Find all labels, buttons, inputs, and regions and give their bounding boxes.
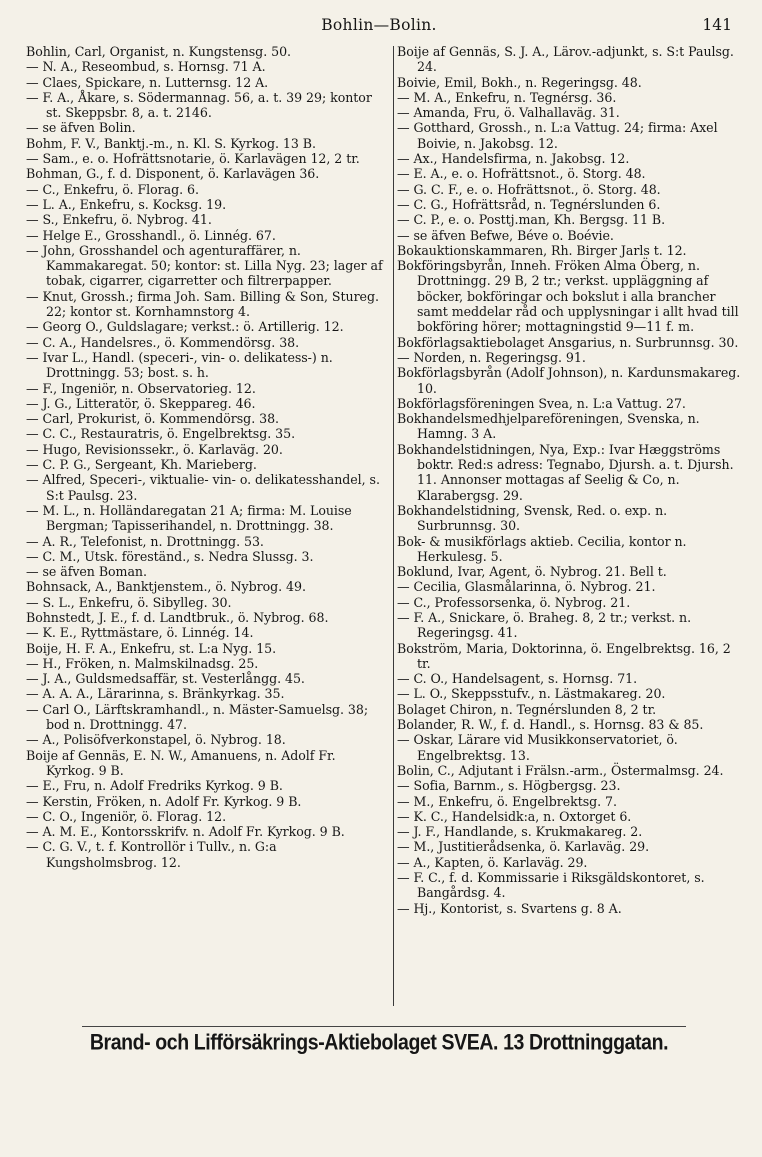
directory-entry: — Norden, n. Regeringsg. 91. (397, 349, 586, 365)
footer-rule (82, 1026, 686, 1027)
footer-advertisement: Brand- och Lifförsäkrings-Aktiebolaget SVEA. 13 Drottninggatan. (89, 1030, 669, 1056)
directory-entry: — Carl O., Lärftskramhandl., n. Mäster-Samuelsg. 38; bod n. Drottningg. 47. (26, 701, 369, 733)
directory-entry: — C., Enkefru, ö. Florag. 6. (26, 181, 199, 197)
directory-entry: Bokföringsbyrån, Inneh. Fröken Alma Öberg, n. Drottningg. 29 B, 2 tr.; verkst. uppläggning af böcker, bokföringar och bokslut i alla brancher samt meddelar råd och upplysningar i allt hvad till bokföring hörer; mottagningstid 9—11 f. m. (397, 258, 739, 335)
directory-entry: — A. R., Telefonist, n. Drottningg. 53. (26, 533, 264, 549)
directory-entry: — F., Ingeniör, n. Observatorieg. 12. (26, 380, 256, 396)
directory-entry: Bokauktionskammaren, Rh. Birger Jarls t. 12. (397, 242, 687, 258)
left-column (26, 44, 388, 1009)
directory-entry: — Cecilia, Glasmålarinna, ö. Nybrog. 21. (397, 579, 656, 595)
directory-entry: — L. A., Enkefru, s. Kocksg. 19. (26, 196, 227, 212)
directory-entry: — M., Enkefru, ö. Engelbrektsg. 7. (397, 793, 617, 809)
directory-entry: — Gotthard, Grossh., n. L:a Vattug. 24; firma: Axel Boivie, n. Jakobsg. 12. (397, 120, 718, 151)
directory-entry: — Knut, Grossh.; firma Joh. Sam. Billing & Son, Stureg. 22; kontor st. Kornhamnstorg 4. (26, 288, 379, 320)
directory-entry: — S., Enkefru, ö. Nybrog. 41. (26, 212, 212, 228)
directory-entry: — J. A., Guldsmedsaffär, st. Vesterlångg. 45. (26, 671, 305, 687)
directory-entry: Bolander, R. W., f. d. Handl., s. Hornsg. 83 & 85. (397, 717, 704, 733)
directory-entry: Boije af Gennäs, E. N. W., Amanuens, n. Adolf Fr. Kyrkog. 9 B. (26, 747, 336, 778)
directory-entry: Bolaget Chiron, n. Tegnérslunden 8, 2 tr. (397, 701, 657, 717)
directory-entry: — K. C., Handelsidk:a, n. Oxtorget 6. (397, 808, 632, 824)
directory-entry: — C. O., Ingeniör, ö. Florag. 12. (26, 808, 227, 824)
directory-entry: — C. P., e. o. Posttj.man, Kh. Bergsg. 11 B. (397, 212, 666, 228)
directory-entry: — N. A., Reseombud, s. Hornsg. 71 A. (26, 59, 266, 75)
directory-entry: — F. C., f. d. Kommissarie i Riksgäldskontoret, s. Bangårdsg. 4. (397, 870, 705, 901)
directory-entry: Bokförlagsföreningen Svea, n. L:a Vattug. 27. (397, 395, 686, 411)
directory-entry: — C. O., Handelsagent, s. Hornsg. 71. (397, 671, 638, 687)
directory-entry: — se äfven Befwe, Béve o. Boévie. (397, 227, 614, 243)
directory-entry: — se äfven Bolin. (26, 120, 136, 136)
directory-entry: — J. G., Litteratör, ö. Skeppareg. 46. (26, 395, 256, 411)
directory-entry: Bokhandelstidningen, Nya, Exp.: Ivar Hæggströms boktr. Red:s adress: Tegnabo, Djursh. a. t. Djursh. 11. Annonser mottagas af Seelig & Co, n. Klarabergsg. 29. (397, 441, 734, 503)
directory-entry: — Oskar, Lärare vid Musikkonservatoriet, ö. Engelbrektsg. 13. (397, 732, 678, 763)
directory-entry: — Georg O., Guldslagare; verkst.: ö. Artillerig. 12. (26, 319, 344, 335)
directory-entry: Bokhandelstidning, Svensk, Red. o. exp. n. Surbrunnsg. 30. (397, 502, 668, 534)
directory-entry: Boklund, Ivar, Agent, ö. Nybrog. 21. Bell t. (397, 564, 667, 580)
directory-entry: — Ivar L., Handl. (speceri-, vin- o. delikatess-) n. Drottningg. 53; bost. s. h. (26, 349, 333, 381)
directory-entry: — Hj., Kontorist, s. Svartens g. 8 A. (397, 900, 622, 916)
directory-entry: — Hugo, Revisionssekr., ö. Karlaväg. 20. (26, 441, 283, 457)
directory-entry: — C. C., Restauratris, ö. Engelbrektsg. 35. (26, 426, 296, 442)
directory-entry: — L. O., Skeppsstufv., n. Lästmakareg. 20. (397, 686, 666, 702)
directory-entry: — C. A., Handelsres., ö. Kommendörsg. 38. (26, 334, 300, 350)
directory-entry: — A., Polisöfverkonstapel, ö. Nybrog. 18. (26, 732, 286, 748)
directory-entry: Bokström, Maria, Doktorinna, ö. Engelbrektsg. 16, 2 tr. (397, 640, 731, 671)
directory-entry: — A. A. A., Lärarinna, s. Bränkyrkag. 35. (26, 686, 285, 702)
directory-columns (26, 44, 744, 1009)
directory-entry: — J. F., Handlande, s. Krukmakareg. 2. (397, 824, 643, 840)
directory-entry: — Ax., Handelsfirma, n. Jakobsg. 12. (397, 151, 630, 167)
directory-entry: Boije, H. F. A., Enkefru, st. L:a Nyg. 15. (26, 640, 277, 656)
column-divider (393, 46, 394, 1006)
directory-entry: Boije af Gennäs, S. J. A., Lärov.-adjunkt, s. S:t Paulsg. 24. (397, 44, 734, 75)
directory-entry: — K. E., Ryttmästare, ö. Linnég. 14. (26, 625, 254, 641)
directory-entry: Bohm, F. V., Banktj.-m., n. Kl. S. Kyrkog. 13 B. (26, 135, 316, 151)
directory-entry: — Helge E., Grosshandl., ö. Linnég. 67. (26, 227, 276, 243)
directory-entry: — Carl, Prokurist, ö. Kommendörsg. 38. (26, 411, 279, 427)
directory-entry: — M., Justitierådsenka, ö. Karlaväg. 29. (397, 839, 650, 855)
directory-entry: Bohman, G., f. d. Disponent, ö. Karlavägen 36. (26, 166, 320, 182)
directory-entry: — C. G. V., t. f. Kontrollör i Tullv., n. G:a Kungsholmsbrog. 12. (26, 839, 277, 870)
directory-entry: Bohnsack, A., Banktjenstem., ö. Nybrog. 49. (26, 579, 306, 595)
directory-entry: — Sofia, Barnm., s. Högbergsg. 23. (397, 778, 621, 794)
page-number: 141 (702, 16, 732, 34)
directory-entry: — E., Fru, n. Adolf Fredriks Kyrkog. 9 B. (26, 778, 283, 794)
directory-entry: — A., Kapten, ö. Karlaväg. 29. (397, 854, 588, 870)
directory-entry: Bohnstedt, J. E., f. d. Landtbruk., ö. Nybrog. 68. (26, 609, 329, 625)
directory-entry: — Claes, Spickare, n. Lutternsg. 12 A. (26, 74, 269, 90)
directory-entry: — Kerstin, Fröken, n. Adolf Fr. Kyrkog. 9 B. (26, 793, 302, 809)
directory-entry: — C. M., Utsk. föreständ., s. Nedra Slussg. 3. (26, 548, 314, 564)
directory-entry: — C. G., Hofrättsråd, n. Tegnérslunden 6. (397, 196, 661, 212)
directory-entry: — M. A., Enkefru, n. Tegnérsg. 36. (397, 89, 617, 105)
directory-entry: — H., Fröken, n. Malmskilnadsg. 25. (26, 655, 259, 671)
directory-entry: — G. C. F., e. o. Hofrättsnot., ö. Storg. 48. (397, 181, 661, 197)
running-head: Bohlin—Bolin. (321, 16, 437, 34)
right-column (397, 44, 744, 1009)
directory-entry: — F. A., Snickare, ö. Braheg. 8, 2 tr.; verkst. n. Regeringsg. 41. (397, 609, 692, 641)
directory-entry: — F. A., Åkare, s. Södermannag. 56, a. t. 39 29; kontor st. Skeppsbr. 8, a. t. 2146. (26, 89, 372, 121)
directory-entry: Bokhandelsmedhjelpareföreningen, Svenska, n. Hamng. 3 A. (397, 411, 700, 442)
directory-entry: Bohlin, Carl, Organist, n. Kungstensg. 50. (26, 44, 291, 59)
directory-entry: — E. A., e. o. Hofrättsnot., ö. Storg. 48. (397, 166, 646, 182)
directory-entry: Boivie, Emil, Bokh., n. Regeringsg. 48. (397, 74, 642, 90)
directory-entry: Bokförlagsaktiebolaget Ansgarius, n. Surbrunnsg. 30. (397, 334, 739, 350)
directory-entry: — Sam., e. o. Hofrättsnotarie, ö. Karlavägen 12, 2 tr. (26, 151, 360, 167)
directory-entry: — se äfven Boman. (26, 564, 147, 580)
directory-entry: — M. L., n. Holländaregatan 21 A; firma: M. Louise Bergman; Tapisserihandel, n. Drottningg. 38. (26, 502, 352, 534)
directory-entry: — S. L., Enkefru, ö. Sibylleg. 30. (26, 594, 232, 610)
directory-entry: — Amanda, Fru, ö. Valhallaväg. 31. (397, 105, 620, 121)
directory-entry: Bokförlagsbyrån (Adolf Johnson), n. Kardunsmakareg. 10. (397, 365, 741, 396)
directory-entry: Bolin, C., Adjutant i Frälsn.-arm., Östermalmsg. 24. (397, 762, 724, 778)
directory-entry: — C. P. G., Sergeant, Kh. Marieberg. (26, 457, 257, 473)
directory-entry: — A. M. E., Kontorsskrifv. n. Adolf Fr. Kyrkog. 9 B. (26, 824, 345, 840)
page-header (26, 16, 732, 42)
directory-entry: — John, Grosshandel och agenturaffärer, n. Kammakaregat. 50; kontor: st. Lilla Nyg. 23; lager af tobak, cigarrer, cigarretter och filtrerpapper. (26, 242, 383, 289)
directory-entry: Bok- & musikförlags aktieb. Cecilia, kontor n. Herkulesg. 5. (397, 533, 687, 564)
directory-entry: — Alfred, Speceri-, viktualie- vin- o. delikatesshandel, s. S:t Paulsg. 23. (26, 472, 380, 503)
directory-entry: — C., Professorsenka, ö. Nybrog. 21. (397, 594, 631, 610)
